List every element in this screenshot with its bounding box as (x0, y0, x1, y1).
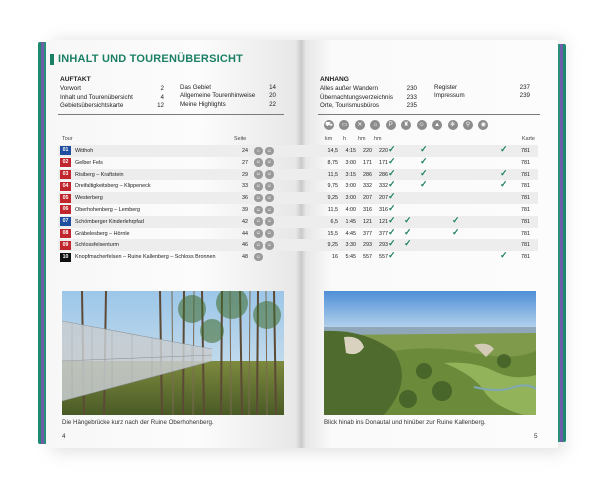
tour-page: 42 (242, 218, 248, 225)
tour-map-number: 781 (521, 207, 530, 213)
col-header-hm-down: hm (374, 136, 382, 142)
tour-number-badge: 08 (60, 229, 71, 238)
tour-hours: 4:00 (345, 207, 356, 213)
tour-page: 36 (242, 195, 248, 202)
tour-name[interactable]: Gräbelesberg – Hörnle (75, 230, 130, 237)
tour-name[interactable]: Witthoh (75, 148, 94, 154)
rating-icon: ☺ (266, 206, 272, 213)
tour-ascent: 293 (363, 242, 372, 249)
rating-icon: ☺ (255, 253, 261, 260)
rating-icon: ☺ (266, 194, 272, 201)
rating-icon: ☺ (266, 230, 272, 237)
tour-page: 39 (242, 207, 248, 213)
castle-icon: ♜ (401, 120, 411, 130)
toc-group-label: AUFTAKT (60, 76, 91, 83)
checkmark-icon: ✓ (388, 250, 396, 261)
tour-map-number: 781 (521, 183, 530, 190)
snow-icon: ✻ (448, 120, 458, 130)
toc-entry-title: Impressum (434, 92, 465, 100)
col-header-tour: Tour (62, 136, 73, 142)
tour-name[interactable]: Schömberger Kinderlehrpfad (75, 218, 144, 225)
tour-hours: 3:15 (345, 171, 356, 178)
tour-hours: 3:00 (345, 183, 356, 190)
tour-descent: 207 (379, 195, 388, 202)
rating-icon: ☺ (266, 171, 272, 178)
toc-column (434, 84, 530, 101)
bridge-forest-image (62, 291, 284, 415)
checkmark-icon: ✓ (420, 179, 428, 190)
toc-entry-title: Orte, Tourismusbüros (320, 102, 380, 110)
tour-descent: 286 (379, 171, 388, 178)
toc-entry[interactable] (180, 101, 276, 109)
tour-descent: 121 (379, 218, 388, 225)
checkmark-icon: ✓ (388, 155, 396, 166)
bike-icon: ⚲ (463, 120, 473, 130)
checkmark-icon: ✓ (404, 214, 412, 225)
tour-number-badge: 09 (60, 241, 71, 250)
toc-entry[interactable] (320, 94, 417, 102)
toc-column (180, 84, 276, 109)
rating-icon: ☺ (255, 230, 261, 237)
tour-ascent: 286 (363, 171, 372, 178)
tour-descent: 293 (379, 242, 388, 249)
tour-map-number: 781 (521, 159, 530, 166)
tour-name[interactable]: Oberhohenberg – Lemberg (75, 207, 141, 213)
tour-page: 33 (242, 183, 248, 190)
tour-name[interactable]: Dreifaltigkeitsberg – Klippeneck (75, 183, 151, 190)
checkmark-icon: ✓ (388, 144, 396, 154)
toc-entry-title: Alles außer Wandern (320, 85, 378, 93)
rating-icon: ☺ (255, 241, 261, 248)
page-title: INHALT UND TOURENÜBERSICHT (58, 53, 244, 65)
toc-entry-title: Übernachtungsverzeichnis (320, 93, 393, 101)
tour-number-badge: 06 (60, 205, 71, 214)
tour-km: 9,75 (327, 183, 338, 190)
table-row[interactable] (58, 169, 538, 181)
feature-icon-row (324, 120, 494, 130)
tour-hours: 5:45 (345, 254, 356, 261)
tour-km: 8,75 (327, 159, 338, 166)
tour-page: 44 (242, 230, 248, 237)
tour-ascent: 207 (363, 195, 372, 202)
tour-hours: 4:15 (345, 148, 356, 154)
tour-number-badge: 10 (60, 253, 71, 262)
rating-icon: ☺ (255, 218, 261, 225)
toc-auftakt (60, 76, 164, 111)
tour-map-number: 781 (521, 195, 530, 202)
tour-page: 46 (242, 242, 248, 249)
toc-anhang-col2 (434, 84, 530, 101)
toc-entry-page: 233 (406, 93, 417, 101)
rating-icon: ☺ (266, 182, 272, 189)
tour-ascent: 332 (363, 183, 372, 190)
divider (318, 114, 540, 115)
rating-icon: ☺ (266, 159, 272, 166)
toc-entry-title: Das Gebiet (180, 84, 211, 91)
checkmark-icon: ✓ (420, 155, 428, 166)
tour-page: 48 (242, 254, 248, 261)
tour-descent: 332 (379, 183, 388, 190)
col-header-hm-up: hm (358, 136, 366, 142)
table-row[interactable] (58, 180, 538, 192)
tour-descent: 171 (379, 159, 388, 166)
toc-entry-title: Inhalt und Tourenübersicht (60, 93, 133, 101)
table-row[interactable] (58, 251, 538, 263)
rating-icon: ☺ (255, 206, 261, 213)
restaurant-icon: ✕ (355, 120, 365, 130)
stroller-icon: ◉ (478, 120, 488, 130)
toc-anhang (320, 76, 417, 111)
tour-page: 29 (242, 171, 248, 178)
toc-entry[interactable] (180, 92, 276, 100)
tour-name[interactable]: Gelber Fels (75, 159, 103, 166)
tour-map-number: 781 (521, 171, 530, 178)
rating-icon: ☺ (255, 194, 261, 201)
toc-entry-page: 235 (406, 102, 417, 110)
table-row[interactable] (58, 204, 538, 216)
checkmark-icon: ✓ (388, 179, 396, 190)
checkmark-icon: ✓ (500, 144, 508, 154)
tour-descent: 316 (379, 207, 388, 213)
table-row[interactable] (58, 192, 538, 204)
toc-group-label: ANHANG (320, 76, 349, 83)
tour-descent: 220 (379, 148, 388, 154)
checkmark-icon: ✓ (452, 226, 460, 237)
checkmark-icon: ✓ (404, 238, 412, 249)
checkmark-icon: ✓ (452, 214, 460, 225)
tour-km: 6,5 (330, 218, 338, 225)
rating-icon: ☺ (266, 218, 272, 225)
toc-entry[interactable] (60, 85, 164, 93)
tour-hours: 4:45 (345, 230, 356, 237)
photo-suspension-bridge (62, 291, 284, 415)
tour-page: 24 (242, 148, 248, 154)
checkmark-icon: ✓ (388, 214, 396, 225)
tour-name[interactable]: Risiberg – Kraftstein (75, 171, 124, 178)
toc-entry-page: 20 (269, 92, 276, 100)
toc-entry-page: 239 (519, 92, 530, 100)
tour-name[interactable]: Knopfmacherfelsen – Ruine Kallenberg – Schloss Bronnen (75, 254, 216, 261)
toc-entry-page: 14 (269, 84, 276, 91)
checkmark-icon: ✓ (500, 179, 508, 190)
rating-icon: ☼ (256, 147, 261, 154)
tour-km: 15,5 (327, 230, 338, 237)
car-icon: ⛟ (325, 122, 333, 128)
toc-entry[interactable] (320, 85, 417, 93)
toc-entry[interactable] (434, 84, 530, 92)
tour-ascent: 220 (363, 148, 372, 154)
valley-image (324, 291, 536, 415)
checkmark-icon: ✓ (404, 226, 412, 237)
toc-entry[interactable] (320, 102, 417, 110)
col-header-km: km (325, 136, 333, 142)
hut-icon: ⌂ (370, 120, 380, 130)
toc-column (320, 85, 417, 110)
table-row[interactable] (58, 145, 538, 157)
tour-hours: 3:30 (345, 242, 356, 249)
tour-hours: 3:00 (345, 159, 356, 166)
tour-number-badge: 07 (60, 217, 71, 226)
checkmark-icon: ✓ (420, 167, 428, 178)
tour-km: 14,5 (327, 148, 338, 154)
tour-map-number: 781 (521, 230, 530, 237)
tour-name[interactable]: Schlossfelsenturm (75, 242, 120, 249)
toc-entry[interactable] (60, 94, 164, 102)
toc-entry-page: 237 (519, 84, 530, 91)
col-header-karte: Karte (522, 136, 535, 142)
rating-icon: ☺ (266, 147, 272, 154)
toc-entry-page: 2 (160, 85, 164, 93)
toc-entry[interactable] (180, 84, 276, 92)
photo-caption-left: Die Hängebrücke kurz nach der Ruine Oberhohenberg. (62, 419, 214, 426)
tour-ascent: 316 (363, 207, 372, 213)
col-header-seite: Seite (234, 136, 247, 142)
rating-icon: ☺ (255, 171, 261, 178)
checkmark-icon: ✓ (388, 191, 396, 202)
col-header-h: h (343, 136, 346, 142)
tour-ascent: 121 (363, 218, 372, 225)
tour-hours: 1:45 (345, 218, 356, 225)
checkmark-icon: ✓ (388, 203, 396, 213)
bus-icon: ▭ (339, 120, 349, 130)
toc-entry-title: Register (434, 84, 458, 91)
tour-descent: 377 (379, 230, 388, 237)
heading-marker (50, 54, 54, 65)
toc-entry-title: Vorwort (60, 85, 81, 93)
tour-name[interactable]: Westerberg (75, 195, 103, 202)
tour-page: 27 (242, 159, 248, 166)
rating-icon: ☺ (255, 159, 261, 166)
tour-km: 9,25 (327, 242, 338, 249)
tour-number-badge: 01 (60, 146, 71, 155)
rating-icon: ☺ (266, 241, 272, 248)
toc-entry-page: 22 (269, 100, 276, 108)
tour-km: 9,25 (327, 195, 338, 202)
toc-entry-page: 230 (406, 85, 417, 93)
toc-entry-title: Allgemeine Tourenhinweise (180, 92, 256, 100)
parking-icon: P (386, 120, 396, 130)
toc-entry-title: Meine Highlights (180, 100, 226, 108)
tour-map-number: 781 (521, 148, 530, 154)
toc-entry-page: 4 (160, 93, 164, 101)
tour-number-badge: 02 (60, 158, 71, 167)
photo-danube-valley (324, 291, 536, 415)
tour-number-badge: 05 (60, 194, 71, 203)
tour-map-number: 781 (521, 242, 530, 249)
tour-ascent: 171 (363, 159, 372, 166)
tour-map-number: 781 (521, 254, 530, 261)
photo-caption-right: Blick hinab ins Donautal und hinüber zur Ruine Kallenberg. (324, 419, 486, 426)
toc-column (60, 85, 164, 110)
checkmark-icon: ✓ (420, 144, 428, 154)
tour-descent: 557 (379, 254, 388, 261)
toc-auftakt-col2 (180, 84, 276, 109)
tour-hours: 3:00 (345, 195, 356, 202)
child-icon: ☺ (418, 122, 425, 128)
table-row[interactable] (58, 239, 538, 251)
tour-km: 11,5 (327, 207, 338, 213)
tour-km: 16 (332, 254, 338, 261)
tour-ascent: 557 (363, 254, 372, 261)
tour-ascent: 377 (363, 230, 372, 237)
divider (58, 114, 284, 115)
toc-entry[interactable] (434, 92, 530, 100)
viewpoint-icon: ▲ (432, 120, 442, 130)
checkmark-icon: ✓ (388, 226, 396, 237)
table-row[interactable] (58, 228, 538, 240)
checkmark-icon: ✓ (388, 238, 396, 249)
toc-entry-title: Gebietsübersichtskarte (60, 102, 124, 110)
toc-entry[interactable] (60, 102, 164, 110)
checkmark-icon: ✓ (500, 167, 508, 178)
checkmark-icon: ✓ (500, 250, 508, 261)
table-row[interactable] (58, 157, 538, 169)
page-number-left: 4 (62, 433, 66, 440)
tour-map-number: 781 (521, 218, 530, 225)
page-number-right: 5 (534, 433, 538, 440)
tour-number-badge: 03 (60, 170, 71, 179)
tour-number-badge: 04 (60, 182, 71, 191)
rating-icon: ☺ (255, 182, 261, 189)
toc-entry-page: 12 (157, 102, 164, 110)
table-row[interactable] (58, 216, 538, 228)
checkmark-icon: ✓ (388, 167, 396, 178)
tour-km: 11,5 (327, 171, 338, 178)
